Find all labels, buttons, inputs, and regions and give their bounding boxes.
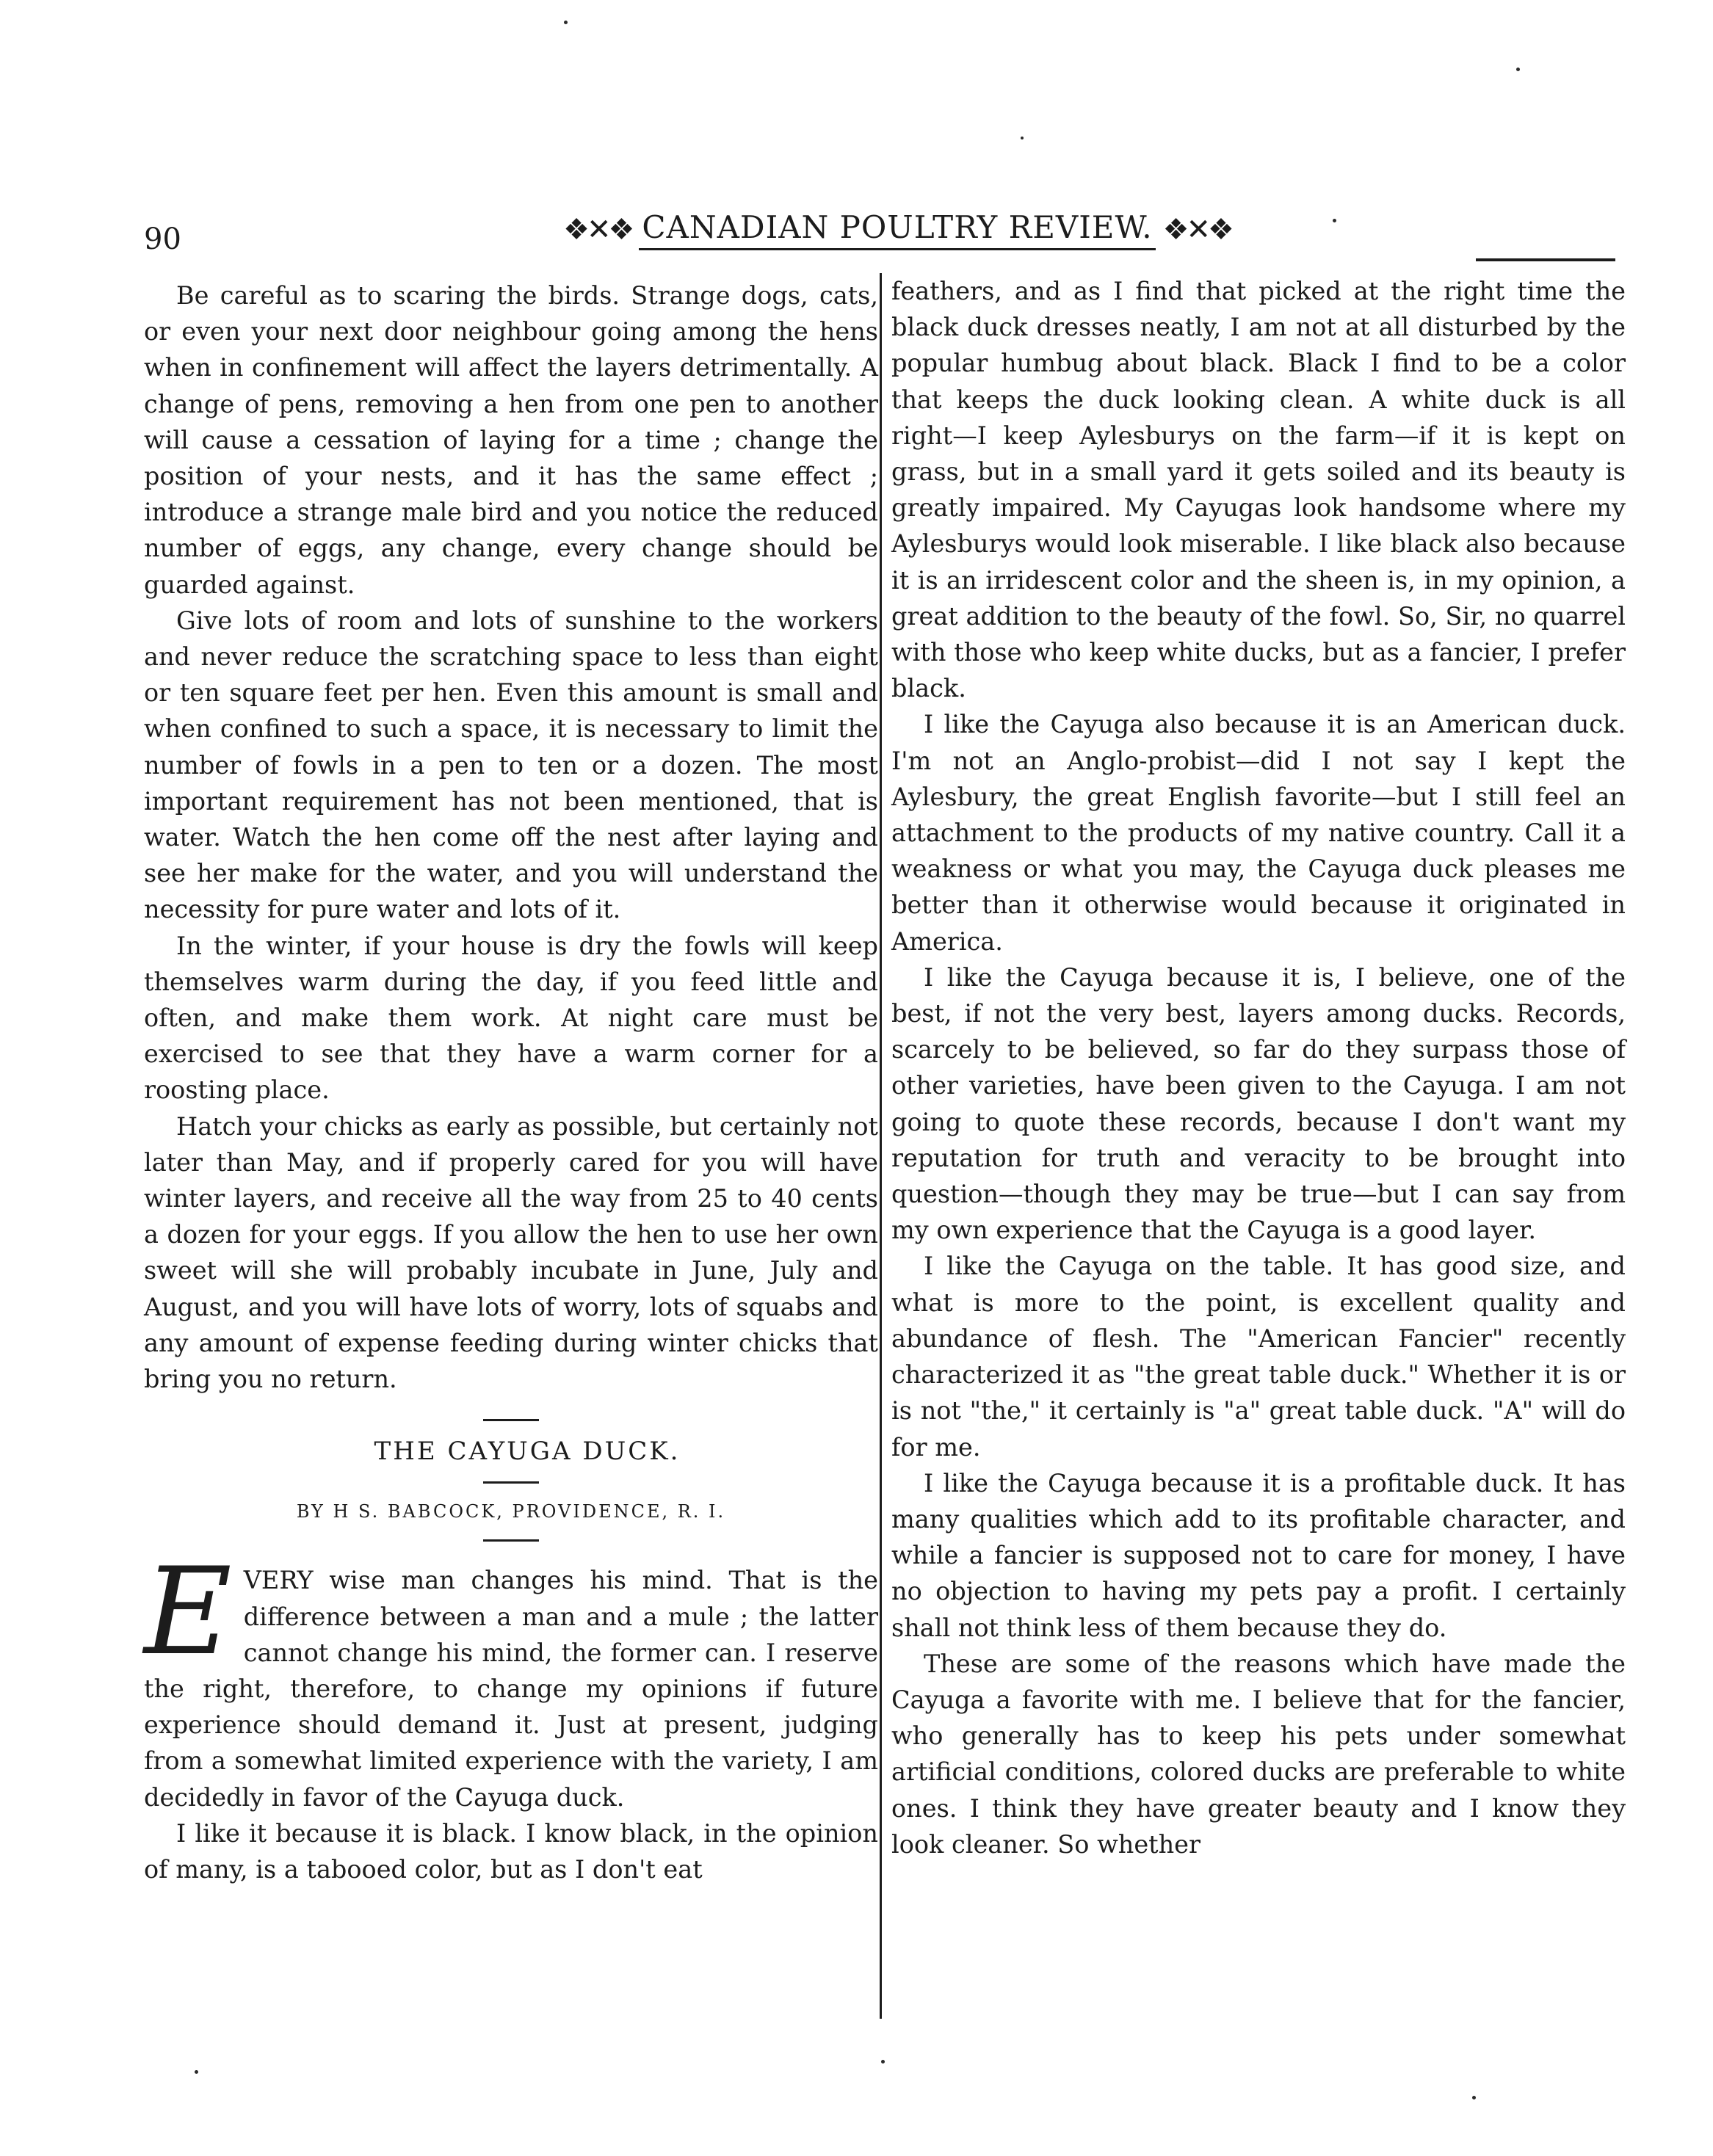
title-rule-middle xyxy=(483,1481,539,1484)
first-paragraph-text: VERY wise man changes his mind. That is the difference between a man and a mule ; the latter cannot change his mind, the former can. I reserve the right, therefore, to change my opinions if future experience should demand it. Just at present, judging from a somewhat limited experience with the variety, I am decidedly in favor of the Cayuga duck. xyxy=(144,1566,878,1812)
masthead-ornament-right: ❖✕❖ xyxy=(1162,213,1231,247)
paragraph: I like the Cayuga also because it is an American duck. I'm not an Anglo-probist—did I not say I kept the Aylesbury, the great English favorite—but I still feel an attachment to the products of my native country. Call it a weakness or what you may, the Cayuga duck pleases me better than it otherwise would because it originated in America. xyxy=(891,710,1626,956)
paragraph: I like it because it is black. I know black, in the opinion of many, is a tabooed color, but as I don't eat xyxy=(144,1818,878,1884)
print-speck xyxy=(564,21,568,24)
masthead-title: CANADIAN POULTRY REVIEW. xyxy=(639,209,1155,250)
paragraph: I like the Cayuga on the table. It has good size, and what is more to the point, is excellent quality and abundance of flesh. The "American Fancier" recently characterized it as "the great table duck." Whether it is or is not "the," it certainly is "a" great table duck. "A" will do for me. xyxy=(891,1252,1626,1462)
article-byline: BY H S. BABCOCK, PROVIDENCE, R. I. xyxy=(296,1501,726,1522)
paragraph: feathers, and as I find that picked at the right time the black duck dresses neatly, I am not at all disturbed by the popular humbug about black. Black I find to be a color that keeps the duck looking clean. A white duck is all right—I keep Aylesburys on the farm—if it is kept on grass, but in a small yard it gets soiled and its beauty is greatly impaired. My Cayugas look handsome where my Aylesburys would look miserable. I like black also because it is an irridescent color and the sheen is, in my opinion, a great addition to the beauty of the fowl. So, Sir, no quarrel with those who keep white ducks, but as a fancier, I prefer black. xyxy=(891,277,1626,703)
paragraph: I like the Cayuga because it is, I believe, one of the best, if not the very best, layers among ducks. Records, scarcely to be believed, so far do they surpass those of other varieties, have been given to the Cayuga. I am not going to quote these records, because I don't want my reputation for truth and veracity to be brought into question—though they may be true—but I can say from my own experience that the Cayuga is a good layer. xyxy=(891,962,1626,1245)
article-first-paragraph xyxy=(144,1542,878,1815)
print-speck xyxy=(1021,137,1024,139)
article-title: THE CAYUGA DUCK. xyxy=(374,1437,681,1467)
header-rule xyxy=(1476,258,1615,261)
paragraph: Give lots of room and lots of sunshine to the workers and never reduce the scratching space to less than eight or ten square feet per hen. Even this amount is small and when confined to such a space, it is necessary to limit the number of fowls in a pen to ten or a dozen. The most important requirement has not been mentioned, that is water. Watch the hen come off the nest after laying and see her make for the water, and you will understand the necessity for pure water and lots of it. xyxy=(144,606,878,924)
drop-cap: E xyxy=(144,1542,232,1683)
left-column xyxy=(144,277,878,1887)
print-speck xyxy=(1472,2096,1476,2099)
paragraph: Hatch your chicks as early as possible, but certainly not later than May, and if properly cared for you will have winter layers, and receive all the way from 25 to 40 cents a dozen for your eggs. If you allow the hen to use her own sweet will she will probably incubate in June, July and August, and you will have lots of worry, lots of squabs and any amount of expense feeding during winter chicks that bring you no return. xyxy=(144,1111,878,1394)
print-speck xyxy=(1333,219,1336,222)
paragraph: These are some of the reasons which have made the Cayuga a favorite with me. I believe that for the fancier, who generally has to keep his pets under somewhat artificial conditions, colored ducks are preferable to white ones. I think they have greater beauty and I know they look cleaner. So whether xyxy=(891,1649,1626,1859)
masthead-ornament-left: ❖✕❖ xyxy=(563,213,632,247)
page-number: 90 xyxy=(144,222,181,256)
print-speck xyxy=(195,2070,198,2074)
paragraph: Be careful as to scaring the birds. Strange dogs, cats, or even your next door neighbour going among the hens when in confinement will affect the layers detrimentally. A change of pens, removing a hen from one pen to another will cause a cessation of laying for a time ; change the position of your nests, and it has the same effect ; introduce a strange male bird and you notice the reduced number of eggs, any change, every change should be guarded against. xyxy=(144,281,878,599)
title-rule-top xyxy=(483,1419,539,1421)
print-speck xyxy=(1516,68,1520,71)
right-column xyxy=(891,273,1626,1862)
paragraph: In the winter, if your house is dry the fowls will keep themselves warm during the day, if you feed little and often, and make them work. At night care must be exercised to see that they have a warm corner for a roosting place. xyxy=(144,931,878,1105)
masthead xyxy=(563,197,1231,263)
paragraph: I like the Cayuga because it is a profitable duck. It has many qualities which add to its profitable character, and while a fancier is supposed not to care for money, I have no objection to having my pets pay a profit. I certainly shall not think less of them because they do. xyxy=(891,1468,1626,1642)
column-rule xyxy=(880,273,882,2019)
title-rule-bottom xyxy=(483,1539,539,1542)
print-speck xyxy=(881,2060,885,2064)
